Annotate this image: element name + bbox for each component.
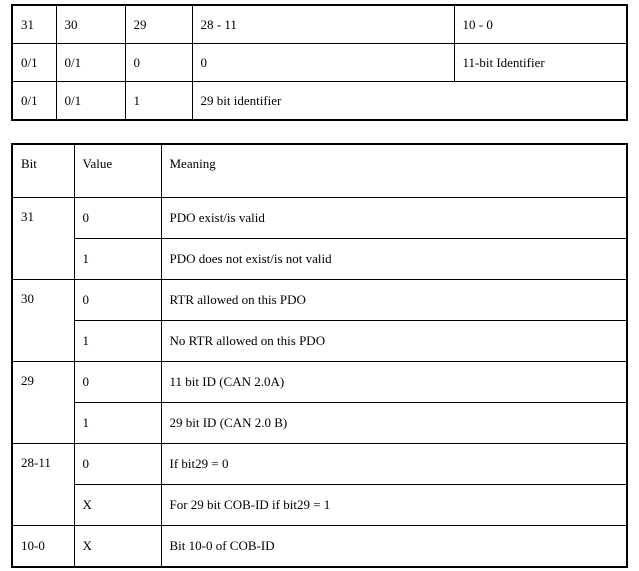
meaning-cell: Bit 10-0 of COB-ID [161, 526, 627, 568]
table-cell: 0/1 [12, 44, 56, 82]
table-row [12, 526, 627, 568]
value-cell: X [74, 485, 161, 526]
table-row [12, 280, 627, 321]
value-cell: X [74, 526, 161, 568]
meaning-cell: 11 bit ID (CAN 2.0A) [161, 362, 627, 403]
bit-layout-header-row [12, 5, 627, 44]
value-cell: 1 [74, 403, 161, 444]
header-cell: 31 [12, 5, 56, 44]
bit-cell: 28-11 [12, 444, 74, 526]
table-row [12, 198, 627, 239]
meaning-cell: 29 bit ID (CAN 2.0 B) [161, 403, 627, 444]
table-cell: 0/1 [12, 82, 56, 121]
table-cell: 11-bit Identifier [454, 44, 627, 82]
table-cell: 0/1 [56, 44, 125, 82]
bit-cell: 10-0 [12, 526, 74, 568]
value-cell: 0 [74, 362, 161, 403]
bit-cell: 31 [12, 198, 74, 280]
table-row [12, 444, 627, 485]
meaning-header-row [12, 144, 627, 198]
table-row [12, 362, 627, 403]
value-cell: 0 [74, 444, 161, 485]
table-cell: 0 [125, 44, 192, 82]
header-cell: Bit [12, 144, 74, 198]
meaning-cell: RTR allowed on this PDO [161, 280, 627, 321]
value-cell: 0 [74, 280, 161, 321]
value-cell: 0 [74, 198, 161, 239]
value-cell: 1 [74, 321, 161, 362]
bit-cell: 30 [12, 280, 74, 362]
table-cell: 0/1 [56, 82, 125, 121]
meaning-cell: If bit29 = 0 [161, 444, 627, 485]
table-row [12, 485, 627, 526]
table-cell: 29 bit identifier [192, 82, 627, 121]
table-row [12, 321, 627, 362]
meaning-cell: For 29 bit COB-ID if bit29 = 1 [161, 485, 627, 526]
header-cell: 28 - 11 [192, 5, 454, 44]
header-cell: 29 [125, 5, 192, 44]
header-cell: 10 - 0 [454, 5, 627, 44]
table-row [12, 239, 627, 280]
meaning-cell: PDO exist/is valid [161, 198, 627, 239]
table-cell: 1 [125, 82, 192, 121]
table-row [12, 44, 627, 82]
meaning-cell: No RTR allowed on this PDO [161, 321, 627, 362]
value-cell: 1 [74, 239, 161, 280]
table-cell: 0 [192, 44, 454, 82]
bit-layout-table [11, 4, 628, 121]
header-cell: Meaning [161, 144, 627, 198]
bit-meaning-table [11, 143, 628, 568]
header-cell: 30 [56, 5, 125, 44]
table-row [12, 82, 627, 121]
header-cell: Value [74, 144, 161, 198]
table-row [12, 403, 627, 444]
bit-cell: 29 [12, 362, 74, 444]
meaning-cell: PDO does not exist/is not valid [161, 239, 627, 280]
